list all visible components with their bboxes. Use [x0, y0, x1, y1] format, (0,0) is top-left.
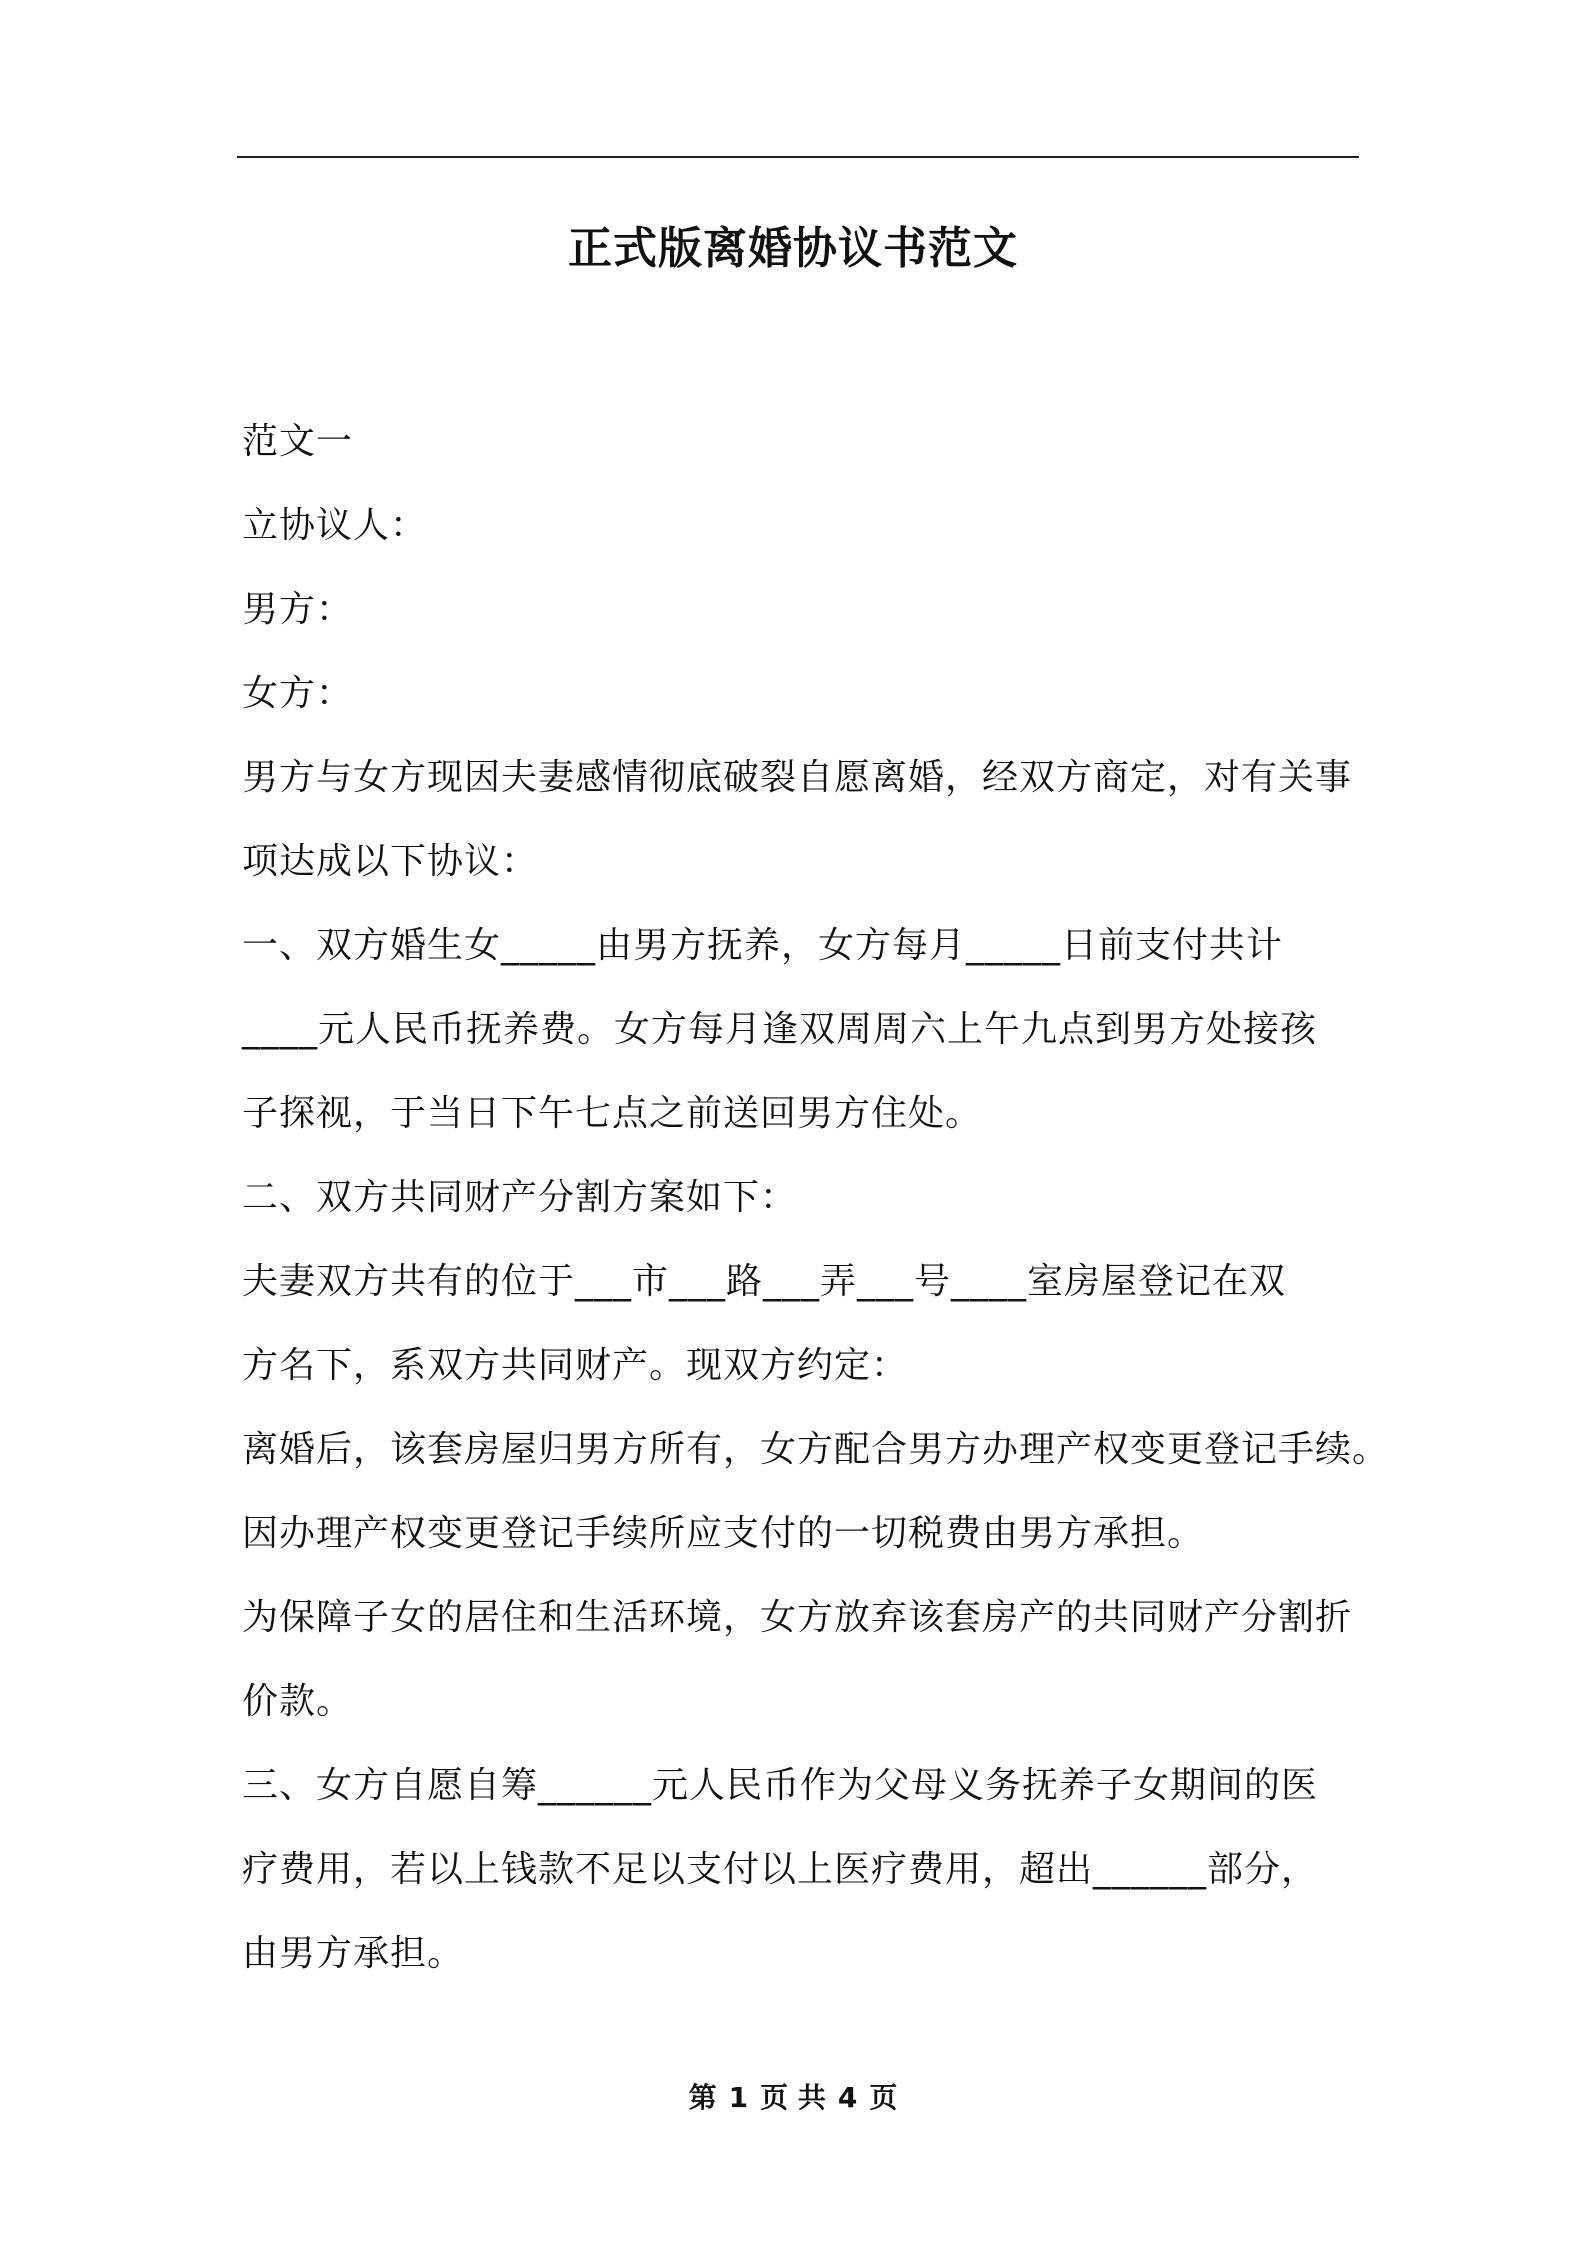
- paragraph-line: 男方：: [242, 589, 354, 630]
- paragraph-line: 一、双方婚生女_____由男方抚养，女方每月_____日前支付共计: [242, 925, 1284, 966]
- total-pages-number: 4: [837, 2081, 858, 2114]
- paragraph-line: ____元人民币抚养费。女方每月逢双周周六上午九点到男方处接孩: [242, 1009, 1318, 1050]
- footer-suffix: 页: [869, 2081, 898, 2114]
- paragraph-line: 范文一: [242, 421, 354, 462]
- paragraph-line: 离婚后，该套房屋归男方所有，女方配合男方办理产权变更登记手续。: [242, 1429, 1390, 1470]
- paragraph-line: 为保障子女的居住和生活环境，女方放弃该套房产的共同财产分割折: [242, 1597, 1353, 1638]
- paragraph-line: 疗费用，若以上钱款不足以支付以上医疗费用，超出______部分，: [242, 1849, 1319, 1890]
- paragraph-line: 立协议人：: [242, 505, 428, 546]
- paragraph-line: 男方与女方现因夫妻感情彻底破裂自愿离婚，经双方商定，对有关事: [242, 757, 1353, 798]
- footer-prefix: 第: [688, 2081, 717, 2114]
- paragraph-line: 因办理产权变更登记手续所应支付的一切税费由男方承担。: [242, 1513, 1205, 1554]
- document-title: 正式版离婚协议书范文: [568, 223, 1018, 274]
- paragraph-line: 方名下，系双方共同财产。现双方约定：: [242, 1345, 909, 1386]
- paragraph-line: 三、女方自愿自筹______元人民币作为父母义务抚养子女期间的医: [242, 1765, 1319, 1806]
- paragraph-line: 价款。: [242, 1681, 354, 1722]
- paragraph-line: 二、双方共同财产分割方案如下：: [242, 1177, 798, 1218]
- footer-middle: 页 共: [760, 2081, 826, 2114]
- paragraph-line: 由男方承担。: [242, 1933, 465, 1974]
- page-number-footer: [0, 2078, 1586, 2118]
- document-body: [242, 400, 1390, 1996]
- current-page-number: 1: [728, 2081, 749, 2114]
- paragraph-line: 女方：: [242, 673, 354, 714]
- paragraph-line: 项达成以下协议：: [242, 841, 539, 882]
- paragraph-line: 子探视，于当日下午七点之前送回男方住处。: [242, 1093, 983, 1134]
- header-rule: [237, 156, 1359, 158]
- paragraph-line: 夫妻双方共有的位于___市___路___弄___号____室房屋登记在双: [242, 1261, 1287, 1302]
